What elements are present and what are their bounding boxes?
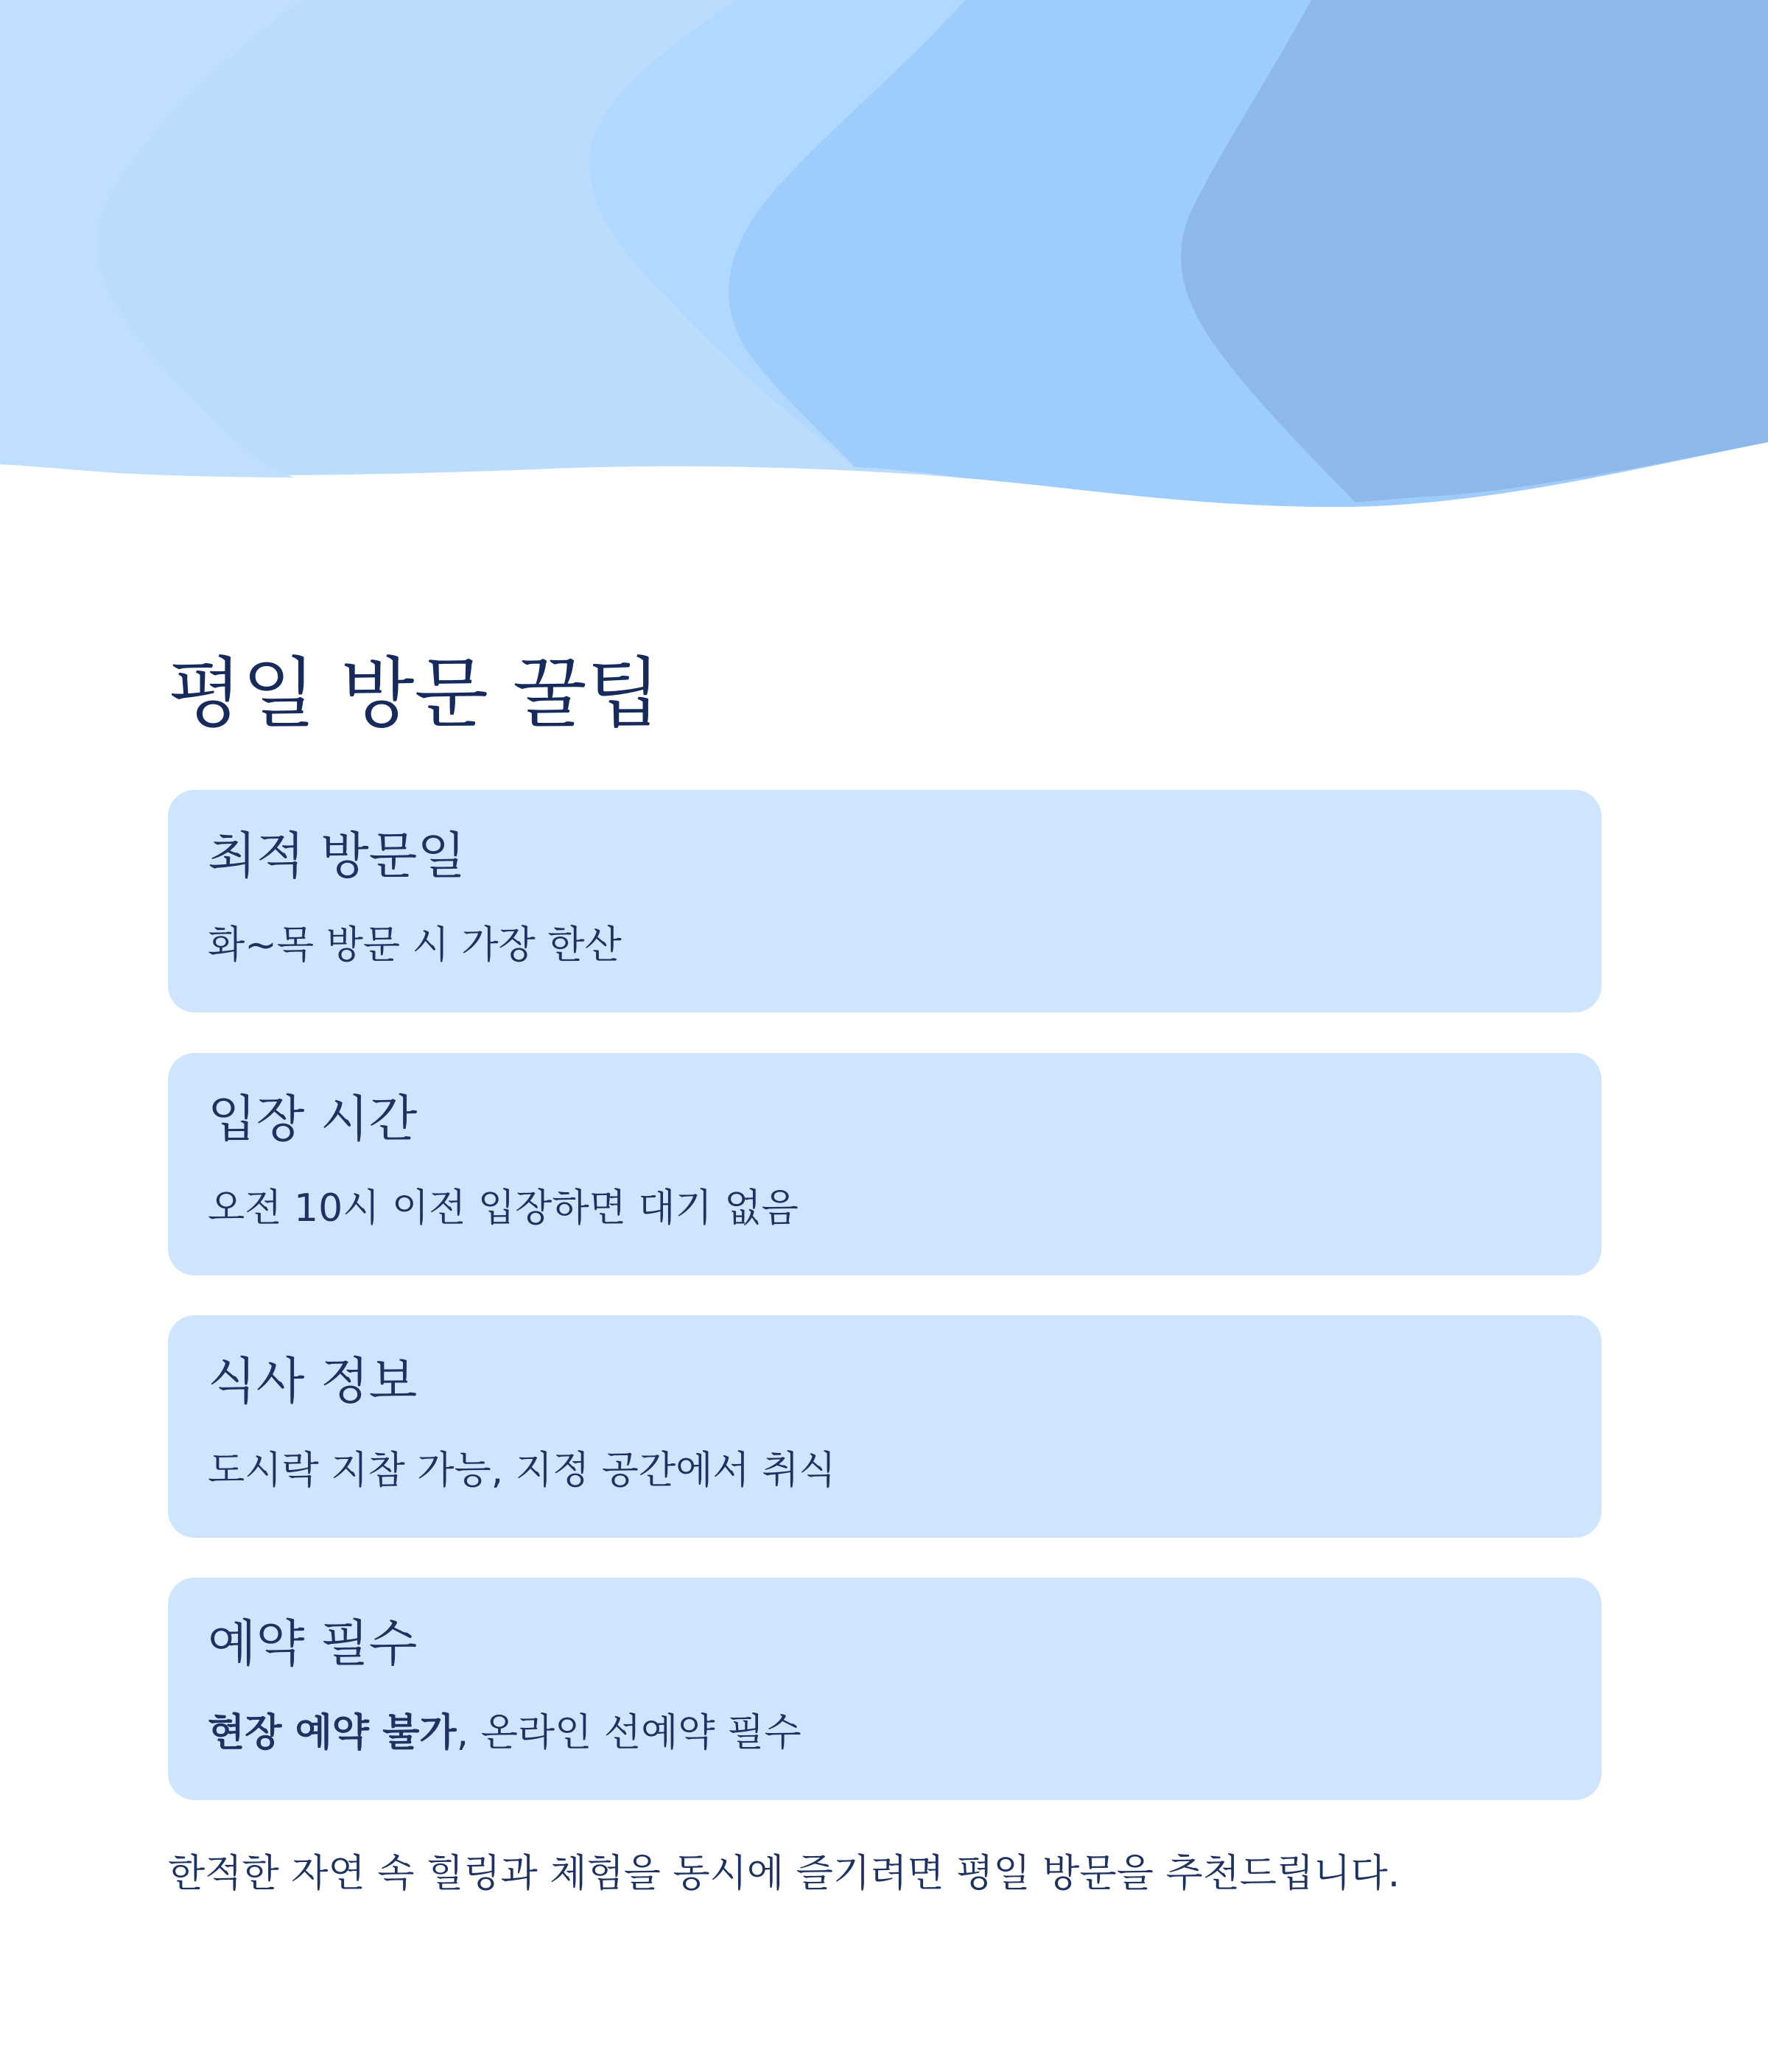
tip-card-description: 화~목 방문 시 가장 한산: [208, 923, 622, 967]
tip-card-best-day: [168, 790, 1602, 1012]
wave-header-graphic: [0, 0, 1768, 531]
footer-recommendation: 한적한 자연 속 힐링과 체험을 동시에 즐기려면 평일 방문을 추천드립니다.: [168, 1852, 1400, 1896]
tip-card-description: 오전 10시 이전 입장하면 대기 없음: [208, 1186, 799, 1231]
tip-card-title: 최적 방문일: [208, 827, 466, 886]
tip-card-description: 도시락 지참 가능, 지정 공간에서 취식: [208, 1449, 836, 1493]
tip-card-description-emphasis: 현장 예약 불가: [208, 1711, 457, 1755]
tip-card-entry-time: [168, 1053, 1602, 1275]
tip-card-meal-info: [168, 1315, 1602, 1538]
tip-card-title: 예약 필수: [208, 1615, 418, 1673]
tip-card-reservation: [168, 1578, 1602, 1800]
tip-card-title: 식사 정보: [208, 1353, 418, 1411]
tip-card-description: [208, 1707, 801, 1759]
tip-card-title: 입장 시간: [208, 1091, 418, 1149]
page-title: 평일 방문 꿀팁: [168, 648, 661, 738]
tip-card-description-rest: , 온라인 선예약 필수: [456, 1711, 801, 1755]
